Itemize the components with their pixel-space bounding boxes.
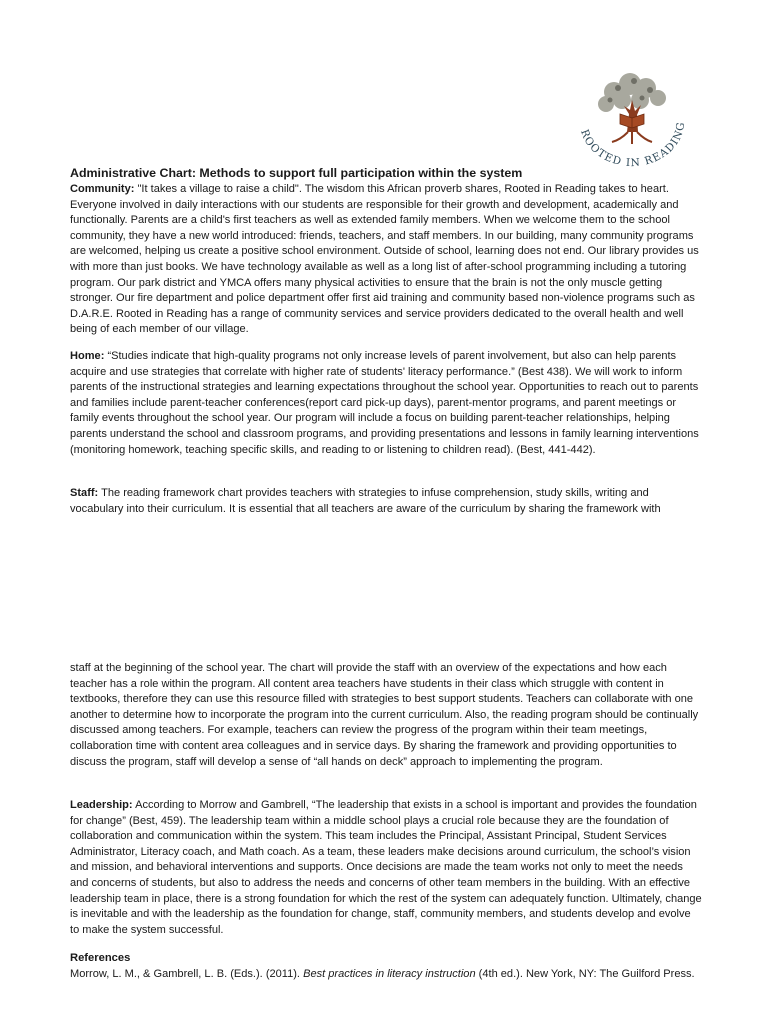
reference-entry [70, 967, 702, 983]
reference-authors: Morrow, L. M., & Gambrell, L. B. (Eds.). (2011). [70, 968, 304, 980]
leadership-text: According to Morrow and Gambrell, “The leadership that exists in a school is important and provides the foundation for change” (Best, 459). The leadership team within a middle school plays a crucial role because they are the foundation of collaboration and communication within the system. This team includes the Principal, Assistant Principal, Student Services Administrator, Literacy coach, and Math coach. As a team, these leaders make decisions around curriculum, the school’s vision and mission, and behavioral interventions and supports. Once decisions are made the team works not only to meet the needs and concerns of students, but also to address the needs and concerns of other team members in the building. With an effective leadership team in place, there is a strong foundation for which the rest of the system can adequately function. Ultimately, change is inevitable and with the leadership as the foundation for change, staff, community members, and students develop and evolve to make the system successful. [70, 799, 702, 936]
reference-publisher: (4th ed.). New York, NY: The Guilford Press. [475, 968, 695, 980]
staff-heading: Staff: [70, 487, 99, 499]
svg-text:ROOTED IN READING: ROOTED IN READING [578, 120, 688, 170]
community-text: "It takes a village to raise a child". The wisdom this African proverb shares, Rooted in Reading takes to heart. Everyone involved in daily interactions with our students are responsible for their growth and development, academically and functionally. Parents are a child's first teachers as well as extended family members. When we welcome them to the school community, they have a new world introduced: friends, teachers, and staff members. In our building, many community programs are welcomed, helping us create a positive school environment. Outside of school, learning does not end. Our library provides us with more than just books. We have technology available as well as a long list of after-school programming including a tutoring program. Our park district and YMCA offers many physical activities to ensure that the brain is not the only muscle getting stronger. Our fire department and police department offer first aid training and community based non-violence programs such as D.A.R.E. Rooted in Reading has a range of community services and service providers dedicated to the overall health and well being of each member of our village. [70, 183, 699, 336]
tree-book-icon [572, 70, 692, 174]
staff-text-part1: The reading framework chart provides teachers with strategies to infuse comprehension, study skills, writing and vocabulary into their curriculum. It is essential that all teachers are aware of the curriculum by sharing the framework with [70, 487, 661, 515]
rooted-in-reading-logo [572, 70, 692, 174]
home-heading: Home: [70, 350, 105, 362]
staff-paragraph-continued [70, 661, 702, 770]
leadership-heading: Leadership: [70, 799, 133, 811]
page-title: Administrative Chart: Methods to support full participation within the system [70, 166, 523, 180]
references-heading: References [70, 952, 131, 964]
staff-paragraph [70, 486, 702, 517]
staff-text-part2: staff at the beginning of the school year. The chart will provide the staff with an overview of the expectations and how each teacher has a role within the program. All content area teachers have students in their class which struggle with content in textbooks, therefore they can use this resource filled with strategies to best support students. Teachers can collaborate with one another to determine how to incorporate the program into the current curriculum. Also, the reading program should be continually discussed among teachers. For example, teachers can review the progress of the program within their team meetings, collaboration time with content area colleagues and in service days. By sharing the framework and providing opportunities to discuss the program, staff will develop a sense of “all hands on deck” approach to implementing the program. [70, 662, 699, 768]
community-heading: Community: [70, 183, 135, 195]
reference-book-title: Best practices in literacy instruction [303, 968, 476, 980]
home-paragraph [70, 349, 702, 458]
home-text: “Studies indicate that high-quality programs not only increase levels of parent involvement, but also can help parents acquire and use strategies that correlate with higher rate of students' literacy performance.” (Best 438). We will work to inform parents of the instructional strategies and learning expectations throughout the school year. Opportunities to reach out to parents and families include parent-teacher conferences(report card pick-up days), parent-mentor programs, and parent meetings or family events throughout the school year. Our program will include a focus on building parent-teacher relationships, helping parents understand the school and classroom programs, and providing presentations and lessons in family learning interventions (monitoring homework, teaching specific skills, and reading to or listening to children read). (Best, 441-442). [70, 350, 699, 456]
leadership-paragraph [70, 798, 702, 938]
community-paragraph [70, 182, 702, 338]
